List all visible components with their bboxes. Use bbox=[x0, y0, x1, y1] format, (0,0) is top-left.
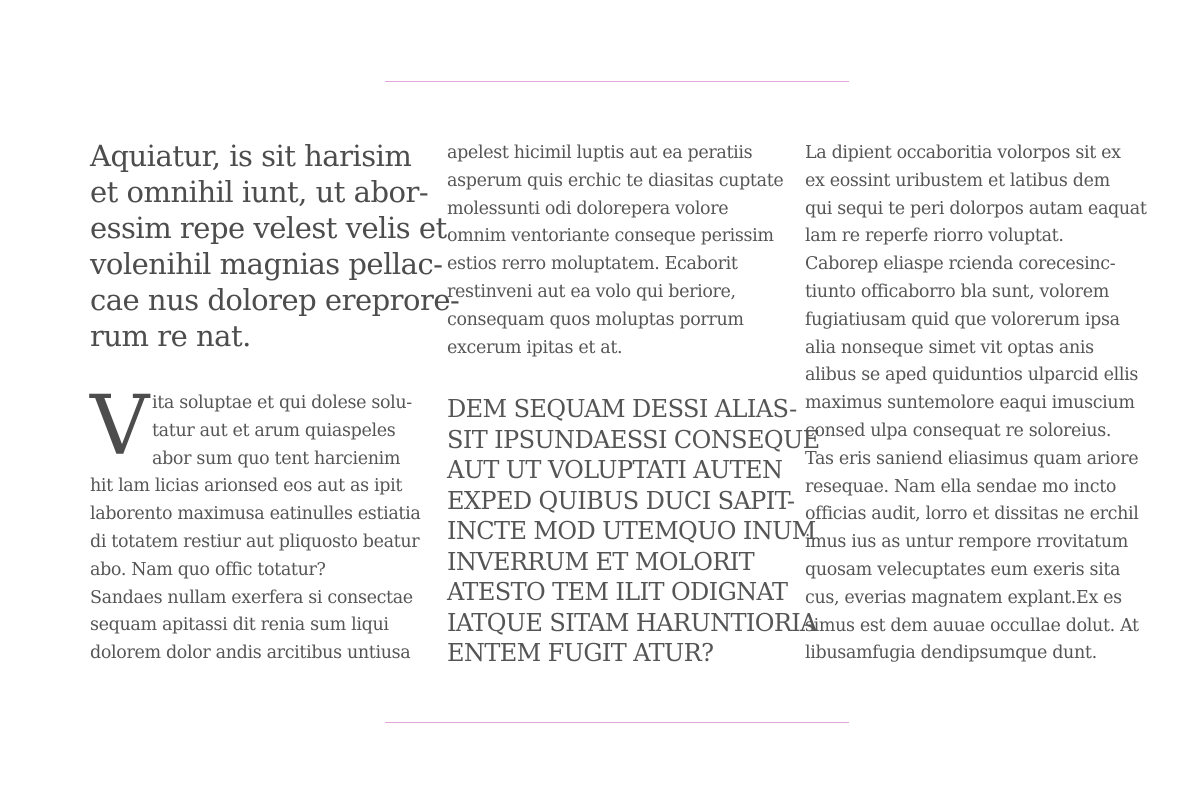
body-line: abo. Nam quo offic totatur? bbox=[90, 559, 326, 580]
body-line: simus est dem auuae occullae dolut. At bbox=[805, 615, 1139, 636]
column-2 bbox=[447, 138, 820, 693]
body-line: tatur aut et arum quiaspeles bbox=[152, 420, 396, 441]
body-line: sequam apitassi dit renia sum liqui bbox=[90, 615, 389, 636]
intro-paragraph bbox=[90, 138, 460, 354]
body-line: imus ius as untur rempore rrovitatum bbox=[805, 532, 1129, 553]
column-1 bbox=[90, 138, 460, 668]
body-line: excerum ipitas et at. bbox=[447, 337, 623, 358]
intro-line: volenihil magnias pellac- bbox=[90, 247, 443, 281]
caps-line: DEM SEQUAM DESSI ALIAS- bbox=[447, 395, 797, 424]
body-line: molessunti odi dolorepera volore bbox=[447, 198, 729, 219]
body-line: abor sum quo tent harcienim bbox=[152, 448, 401, 469]
body-line: Sandaes nullam exerfera si consectae bbox=[90, 587, 413, 608]
body-line: consed ulpa consequat re soloreius. bbox=[805, 420, 1112, 441]
caps-line: INVERRUM ET MOLORIT bbox=[447, 547, 755, 576]
caps-line: ATESTO TEM ILIT ODIGNAT bbox=[447, 578, 788, 607]
caps-line: AUT UT VOLUPTATI AUTEN bbox=[447, 456, 783, 485]
body-line: resequae. Nam ella sendae mo incto bbox=[805, 476, 1117, 497]
body-line: dolorem dolor andis arcitibus untiusa bbox=[90, 643, 411, 664]
intro-line: cae nus dolorep ereprore- bbox=[90, 283, 460, 317]
intro-line: rum re nat. bbox=[90, 319, 251, 353]
body-line: maximus suntemolore eaqui imuscium bbox=[805, 393, 1135, 414]
body-line: hit lam licias arionsed eos aut as ipit bbox=[90, 476, 403, 497]
body-paragraph bbox=[447, 140, 787, 362]
column-3 bbox=[805, 138, 1145, 668]
body-line: La dipient occaboritia volorpos sit ex bbox=[805, 143, 1121, 163]
uppercase-pull-quote bbox=[447, 394, 820, 669]
body-line: quosam velecuptates eum exeris sita bbox=[805, 559, 1121, 580]
caps-line: IATQUE SITAM HARUNTIORIA bbox=[447, 608, 817, 637]
body-paragraph bbox=[805, 140, 1145, 668]
body-line: apelest hicimil luptis aut ea peratiis bbox=[447, 143, 753, 163]
body-line: libusamfugia dendipsumque dunt. bbox=[805, 643, 1097, 664]
body-line: Tas eris saniend eliasimus quam ariore bbox=[805, 448, 1139, 469]
body-line: lam re reperfe riorro voluptat. bbox=[805, 226, 1064, 247]
dropcap-letter: V bbox=[90, 379, 150, 474]
intro-line: Aquiatur, is sit harisim bbox=[90, 139, 412, 173]
body-line: tiunto officaborro bla sunt, volorem bbox=[805, 281, 1109, 302]
caps-line: INCTE MOD UTEMQUO INUM bbox=[447, 517, 816, 546]
intro-line: et omnihil iunt, ut abor- bbox=[90, 175, 429, 209]
caps-line: ENTEM FUGIT ATUR? bbox=[447, 639, 714, 668]
body-line: alia nonseque simet vit optas anis bbox=[805, 337, 1094, 358]
body-line: alibus se aped quiduntios ulparcid ellis bbox=[805, 365, 1138, 386]
body-line: qui sequi te peri dolorpos autam eaquat bbox=[805, 198, 1147, 219]
dropcap-paragraph bbox=[90, 379, 421, 668]
bottom-divider-rule bbox=[385, 722, 849, 723]
body-line: Caborep eliaspe rcienda corecesinc- bbox=[805, 254, 1116, 275]
top-divider-rule bbox=[385, 81, 849, 82]
body-line: officias audit, lorro et dissitas ne erchil bbox=[805, 504, 1139, 525]
intro-line: essim repe velest velis et bbox=[90, 211, 447, 245]
body-line: asperum quis erchic te diasitas cuptate bbox=[447, 170, 784, 191]
body-line: consequam quos moluptas porrum bbox=[447, 309, 744, 330]
body-line: omnim ventoriante conseque perissim bbox=[447, 226, 774, 247]
body-line: fugiatiusam quid que volorerum ipsa bbox=[805, 309, 1120, 330]
body-line: restinveni aut ea volo qui beriore, bbox=[447, 281, 736, 302]
body-line: laborento maximusa eatinulles estiatia bbox=[90, 504, 421, 525]
body-line: estios rerro moluptatem. Ecaborit bbox=[447, 254, 738, 275]
caps-line: EXPED QUIBUS DUCI SAPIT- bbox=[447, 486, 795, 515]
body-line: ita soluptae et qui dolese solu- bbox=[152, 393, 412, 413]
body-line: cus, everias magnatem explant.Ex es bbox=[805, 587, 1122, 608]
body-line: di totatem restiur aut pliquosto beatur bbox=[90, 531, 420, 552]
caps-line: SIT IPSUNDAESSI CONSEQUE bbox=[447, 425, 820, 454]
body-line: ex eossint uribustem et latibus dem bbox=[805, 170, 1110, 191]
